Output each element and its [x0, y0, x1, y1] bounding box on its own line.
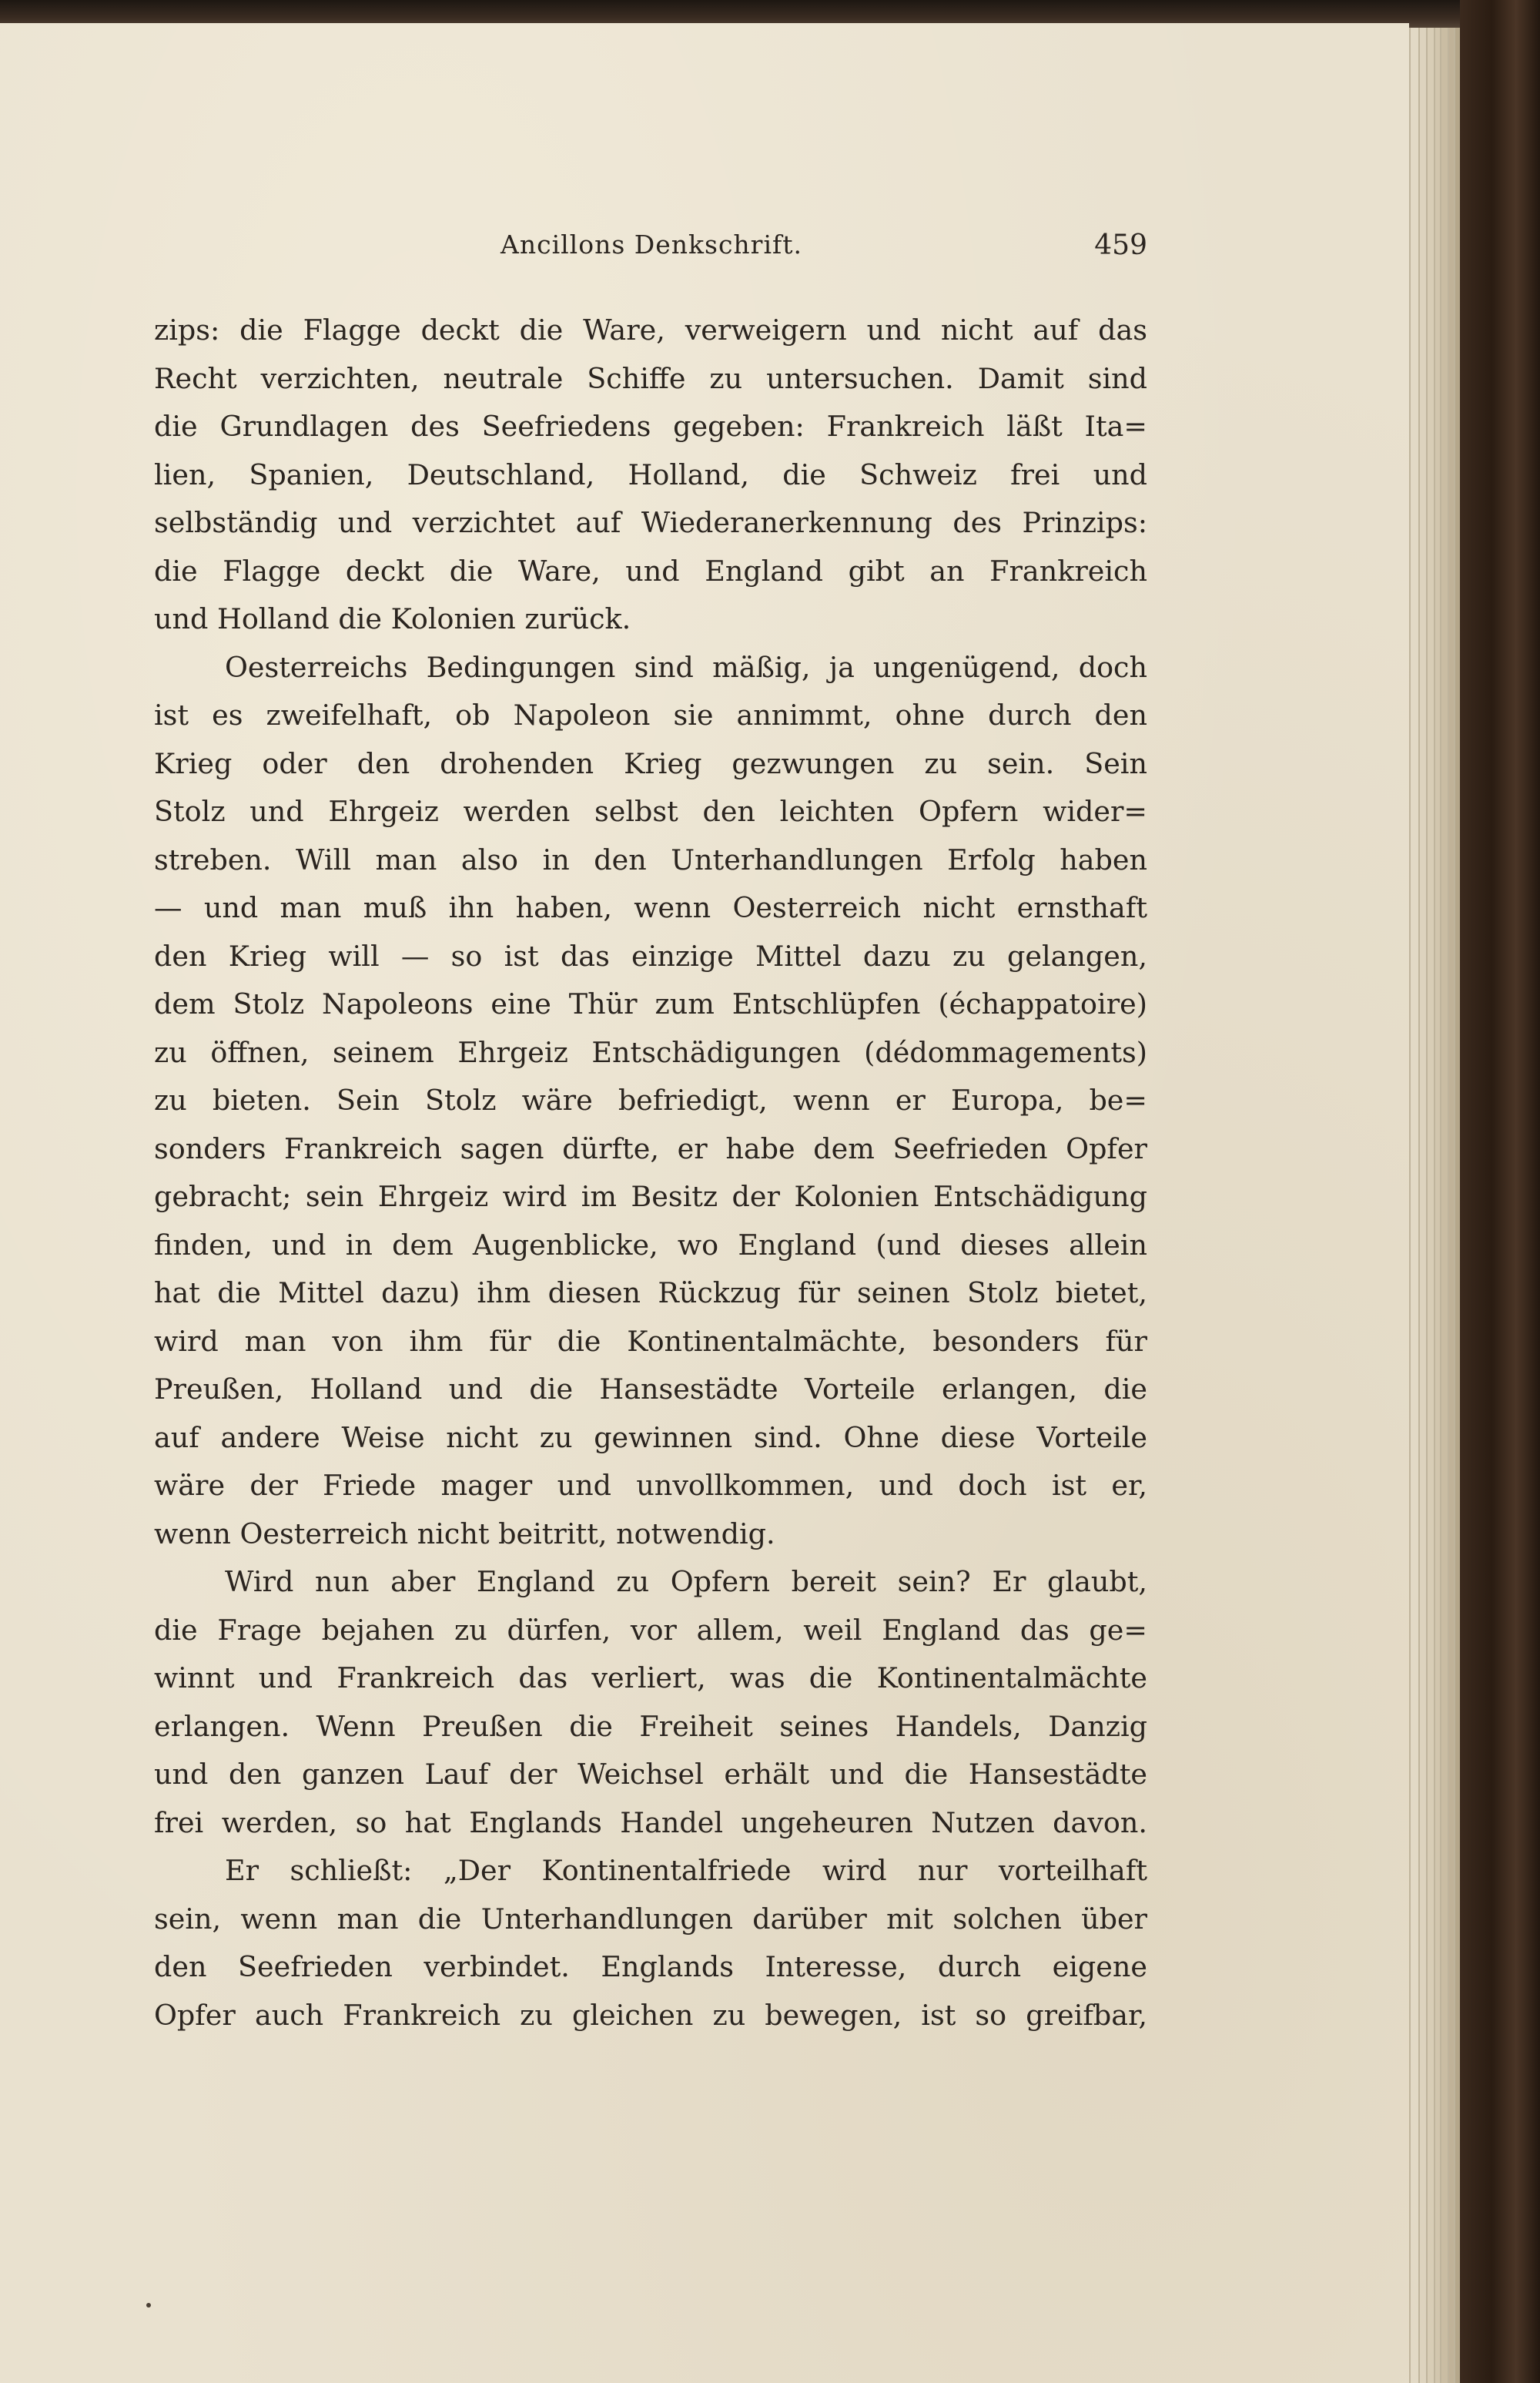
text-line: — und man muß ihn haben, wenn Oesterreich nicht ernsthaft [154, 891, 1147, 924]
text-line: Recht verzichten, neutrale Schiffe zu untersuchen. Damit sind [154, 361, 1147, 395]
text-line: selbständig und verzichtet auf Wiederanerkennung des Prinzips: [154, 506, 1147, 539]
text-line: Oesterreichs Bedingungen sind mäßig, ja ungenügend, doch [225, 650, 1147, 684]
page-number: 459 [1094, 230, 1147, 261]
text-line: und Holland die Kolonien zurück. [154, 602, 631, 635]
text-line: die Flagge deckt die Ware, und England gibt an Frankreich [154, 554, 1147, 588]
text-line: gebracht; sein Ehrgeiz wird im Besitz der Kolonien Entschädigung [154, 1180, 1147, 1213]
text-line: wird man von ihm für die Kontinentalmächte, besonders für [154, 1324, 1147, 1358]
running-title: Ancillons Denkschrift. [500, 230, 802, 260]
text-line: Stolz und Ehrgeiz werden selbst den leichten Opfern wider= [154, 795, 1147, 828]
text-line: und den ganzen Lauf der Weichsel erhält und die Hansestädte [154, 1758, 1147, 1791]
book-binding [1460, 0, 1540, 2383]
text-line: Er schließt: „Der Kontinentalfriede wird nur vorteilhaft [225, 1854, 1147, 1887]
text-line: Opfer auch Frankreich zu gleichen zu bewegen, ist so greifbar, [154, 1998, 1147, 2032]
text-line: sein, wenn man die Unterhandlungen darüber mit solchen über [154, 1902, 1147, 1936]
text-line: wenn Oesterreich nicht beitritt, notwendig. [154, 1517, 775, 1550]
text-line: die Grundlagen des Seefriedens gegeben: Frankreich läßt Ita= [154, 410, 1147, 443]
text-line: Wird nun aber England zu Opfern bereit sein? Er glaubt, [225, 1565, 1147, 1598]
text-line: erlangen. Wenn Preußen die Freiheit seines Handels, Danzig [154, 1709, 1147, 1743]
page-header [154, 230, 1147, 276]
text-line: winnt und Frankreich das verliert, was die Kontinentalmächte [154, 1661, 1147, 1694]
text-line: den Krieg will — so ist das einzige Mittel dazu zu gelangen, [154, 939, 1147, 973]
ink-speck [146, 2303, 151, 2308]
text-line: hat die Mittel dazu) ihm diesen Rückzug für seinen Stolz bietet, [154, 1276, 1147, 1309]
text-line: zu bieten. Sein Stolz wäre befriedigt, wenn er Europa, be= [154, 1084, 1147, 1117]
text-line: die Frage bejahen zu dürfen, vor allem, weil England das ge= [154, 1613, 1147, 1647]
text-line: Krieg oder den drohenden Krieg gezwungen zu sein. Sein [154, 746, 1147, 780]
text-line: lien, Spanien, Deutschland, Holland, die Schweiz frei und [154, 457, 1147, 491]
body-text [154, 307, 1147, 2039]
text-line: ist es zweifelhaft, ob Napoleon sie annimmt, ohne durch den [154, 699, 1147, 732]
text-line: zips: die Flagge deckt die Ware, verweigern und nicht auf das [154, 313, 1147, 347]
text-line: finden, und in dem Augenblicke, wo England (und dieses allein [154, 1228, 1147, 1262]
text-line: auf andere Weise nicht zu gewinnen sind. Ohne diese Vorteile [154, 1420, 1147, 1454]
text-line: dem Stolz Napoleons eine Thür zum Entschlüpfen (échappatoire) [154, 987, 1147, 1021]
text-line: zu öffnen, seinem Ehrgeiz Entschädigungen (dédommagements) [154, 1035, 1147, 1069]
text-line: Preußen, Holland und die Hansestädte Vorteile erlangen, die [154, 1372, 1147, 1406]
text-line: wäre der Friede mager und unvollkommen, und doch ist er, [154, 1469, 1147, 1502]
text-line: sonders Frankreich sagen dürfte, er habe dem Seefrieden Opfer [154, 1131, 1147, 1165]
text-line: streben. Will man also in den Unterhandlungen Erfolg haben [154, 843, 1147, 876]
text-line: den Seefrieden verbindet. Englands Interesse, durch eigene [154, 1950, 1147, 1983]
text-line: frei werden, so hat Englands Handel ungeheuren Nutzen davon. [154, 1805, 1147, 1839]
